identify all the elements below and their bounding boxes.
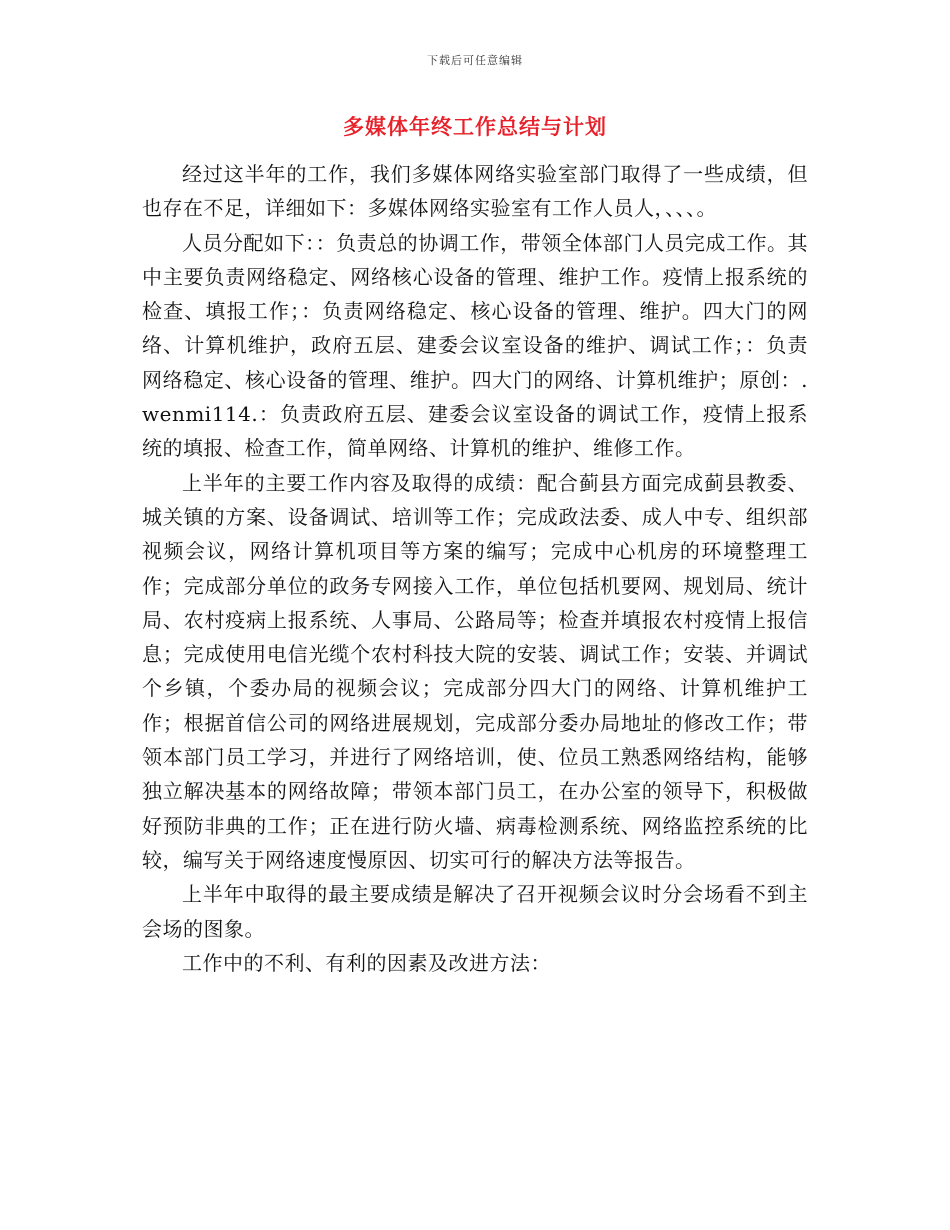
document-body bbox=[142, 157, 808, 980]
paragraph-main-result: 上半年中取得的最主要成绩是解决了召开视频会议时分会场看不到主会场的图象。 bbox=[142, 882, 808, 941]
paragraph-factors: 工作中的不利、有利的因素及改进方法： bbox=[182, 950, 551, 975]
paragraph-staffing: 人员分配如下：：负责总的协调工作，带领全体部门人员完成工作。其中主要负责网络稳定、网络核心设备的管理、维护工作。疫情上报系统的检查、填报工作；：负责网络稳定、核心设备的管理、维护。四大门的网络、计算机维护，政府五层、建委会议室设备的维护、调试工作；：负责网络稳定、核心设备的管理、维护。四大门的网络、计算机维护；原创：.wenmi114.：负责政府五层、建委会议室设备的调试工作，疫情上报系统的填报、检查工作，简单网络、计算机的维护、维修工作。 bbox=[142, 230, 808, 461]
document-title: 多媒体年终工作总结与计划 bbox=[343, 115, 607, 139]
header-note: 下载后可任意编辑 bbox=[427, 54, 523, 67]
paragraph-achievements: 上半年的主要工作内容及取得的成绩：配合蓟县方面完成蓟县教委、城关镇的方案、设备调试、培训等工作；完成政法委、成人中专、组织部视频会议，网络计算机项目等方案的编写；完成中心机房的环境整理工作；完成部分单位的政务专网接入工作，单位包括机要网、规划局、统计局、农村疫病上报系统、人事局、公路局等；检查并填报农村疫情上报信息；完成使用电信光缆个农村科技大院的安装、调试工作；安装、并调试个乡镇，个委办局的视频会议；完成部分四大门的网络、计算机维护工作；根据首信公司的网络进展规划，完成部分委办局地址的修改工作；带领本部门员工学习，并进行了网络培训，使、位员工熟悉网络结构，能够独立解决基本的网络故障；带领本部门员工，在办公室的领导下，积极做好预防非典的工作；正在进行防火墙、病毒检测系统、网络监控系统的比较，编写关于网络速度慢原因、切实可行的解决方法等报告。 bbox=[142, 470, 808, 872]
paragraph-intro: 经过这半年的工作，我们多媒体网络实验室部门取得了一些成绩，但也存在不足，详细如下：多媒体网络实验室有工作人员人，、、、。 bbox=[142, 162, 808, 221]
